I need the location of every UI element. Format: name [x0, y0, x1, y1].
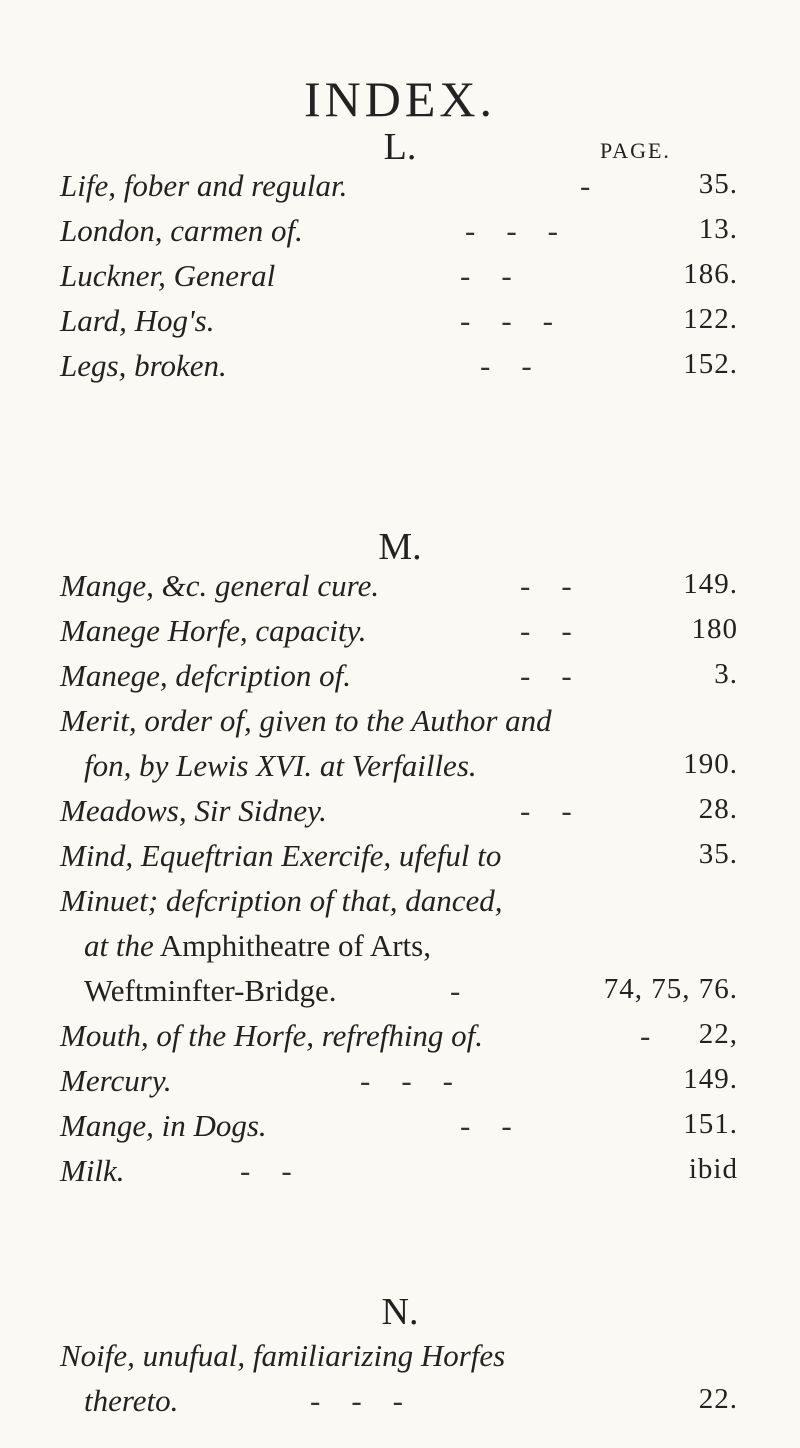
leader-dashes: - - -	[465, 213, 558, 248]
entry-text: Life, fober and regular.	[60, 168, 348, 203]
leader-dashes: - -	[240, 1153, 292, 1188]
leader-dashes: -	[640, 1018, 651, 1053]
entry-text: Mind, Equeftrian Exercife, ufeful to	[60, 838, 502, 873]
index-entry	[60, 928, 740, 972]
page-number: 122.	[683, 303, 738, 335]
entry-text: Mercury.	[60, 1063, 172, 1098]
index-entry	[60, 1063, 740, 1107]
entry-text: Weftminfter-Bridge.	[84, 973, 337, 1008]
index-entry	[60, 1153, 740, 1197]
page-number: 35.	[698, 838, 738, 870]
leader-dashes: -	[580, 168, 591, 203]
index-entry	[60, 748, 740, 792]
index-entry	[60, 1018, 740, 1062]
entry-text: Mange, in Dogs.	[60, 1108, 267, 1143]
section-letter-m: M.	[378, 526, 422, 568]
index-entry	[60, 838, 740, 882]
index-entry	[60, 613, 740, 657]
entry-text: London, carmen of.	[60, 213, 303, 248]
leader-dashes: - -	[520, 658, 572, 693]
page-number: 152.	[683, 348, 738, 380]
page-column-header: PAGE.	[600, 138, 671, 163]
index-entry	[60, 168, 740, 212]
page-number: 22,	[698, 1018, 738, 1050]
leader-dashes: - -	[520, 613, 572, 648]
page-number: ibid	[688, 1153, 738, 1185]
leader-dashes: - - -	[360, 1063, 453, 1098]
index-entry	[60, 1108, 740, 1152]
section-letter-l: L.	[383, 126, 417, 168]
page-number: 149.	[683, 1063, 738, 1095]
page-number: 151.	[683, 1108, 738, 1140]
leader-dashes: - -	[520, 568, 572, 603]
entry-text: Mange, &c. general cure.	[60, 568, 380, 603]
index-entry	[60, 883, 740, 927]
page-number: 149.	[683, 568, 738, 600]
entry-text: Minuet; defcription of that, danced,	[60, 883, 503, 918]
entry-text: Milk.	[60, 1153, 125, 1188]
index-entry	[60, 348, 740, 392]
index-entry	[60, 658, 740, 702]
leader-dashes: - - -	[310, 1383, 403, 1418]
page-number: 13.	[698, 213, 738, 245]
index-entry	[60, 703, 740, 747]
page-number: 35.	[698, 168, 738, 200]
page-number: 190.	[683, 748, 738, 780]
index-entry	[60, 973, 740, 1017]
page-number: 186.	[683, 258, 738, 290]
entry-text-roman: Amphitheatre of Arts,	[159, 928, 431, 963]
entry-text: Lard, Hog's.	[60, 303, 215, 338]
leader-dashes: - -	[460, 1108, 512, 1143]
entry-text: Manege Horfe, capacity.	[60, 613, 367, 648]
index-entry	[60, 793, 740, 837]
leader-dashes: - -	[520, 793, 572, 828]
entry-text-italic: at the	[84, 928, 154, 963]
index-entry	[60, 258, 740, 302]
index-entry	[60, 1383, 740, 1427]
entry-text: thereto.	[84, 1383, 179, 1418]
entry-text: Noife, unufual, familiarizing Horfes	[60, 1338, 506, 1373]
leader-dashes: - -	[480, 348, 532, 383]
leader-dashes: -	[450, 973, 461, 1008]
entry-text: Manege, defcription of.	[60, 658, 351, 693]
entry-text: Legs, broken.	[60, 348, 227, 383]
index-entry	[60, 1338, 740, 1382]
entry-text: Luckner, General	[60, 258, 276, 293]
index-entry	[60, 568, 740, 612]
entry-text: Merit, order of, given to the Author and	[60, 703, 552, 738]
page-number: 28.	[698, 793, 738, 825]
index-entry	[60, 213, 740, 257]
leader-dashes: - - -	[460, 303, 553, 338]
section-letter-n: N.	[381, 1291, 419, 1333]
page-title: INDEX.	[303, 71, 497, 127]
leader-dashes: - -	[460, 258, 512, 293]
page-number: 3.	[714, 658, 738, 690]
page-number: 22.	[698, 1383, 738, 1415]
page-number: 74, 75, 76.	[603, 973, 738, 1005]
entry-text: Mouth, of the Horfe, refrefhing of.	[60, 1018, 484, 1053]
entry-text: fon, by Lewis XVI. at Verfailles.	[84, 748, 477, 783]
entry-text: Meadows, Sir Sidney.	[60, 793, 327, 828]
entry-text	[84, 928, 431, 964]
index-entry	[60, 303, 740, 347]
page-number: 180	[691, 613, 738, 645]
